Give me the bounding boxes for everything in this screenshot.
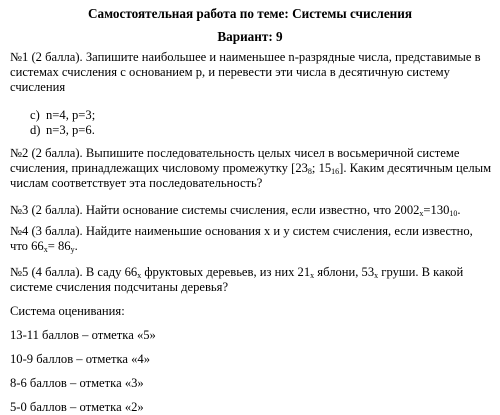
worksheet-title: Самостоятельная работа по теме: Системы счисления: [87, 6, 413, 21]
grading-line: 10-9 баллов – отметка «4»: [10, 352, 151, 366]
variant-label: Вариант: 9: [217, 29, 283, 44]
task-2-part: ; 15: [311, 161, 332, 175]
task-2-text: [10, 146, 492, 191]
grading-line: 5-0 баллов – отметка «2»: [10, 400, 144, 414]
base-subscript: 8: [307, 167, 312, 176]
task-3-part: №3 (2 балла). Найти основание системы счисления, если известно, что 2002: [10, 203, 420, 217]
base-subscript: y: [70, 245, 75, 254]
base-subscript: x: [43, 245, 48, 254]
base-subscript: x: [137, 271, 142, 280]
task-1-item-d: [30, 123, 95, 138]
task-4-part: №4 (3 балла). Найдите наименьшие основания x и у систем счисления, если известно, что 66: [10, 224, 473, 253]
task-5-part: яблони, 53: [314, 265, 375, 279]
task-4-part: .: [74, 239, 78, 253]
base-subscript: 16: [331, 167, 340, 176]
list-marker: c): [30, 108, 40, 122]
list-item-text: n=3, p=6.: [46, 123, 95, 137]
grading-line: 13-11 баллов – отметка «5»: [10, 328, 156, 342]
task-3-text: [10, 203, 492, 218]
task-5-text: [10, 265, 492, 295]
task-3-part: .: [457, 203, 461, 217]
task-5-part: №5 (4 балла). В саду 66: [10, 265, 138, 279]
task-3-part: =130: [423, 203, 450, 217]
base-subscript: x: [419, 209, 424, 218]
task-5-part: груши. В какой системе счисления подсчитаны деревья?: [10, 265, 464, 294]
task-4-text: [10, 224, 492, 254]
base-subscript: 10: [449, 209, 458, 218]
task-4-part: = 86: [47, 239, 71, 253]
grading-title: Система оценивания:: [10, 304, 125, 318]
task-1-item-c: [30, 108, 95, 123]
grading-line: 8-6 баллов – отметка «3»: [10, 376, 144, 390]
base-subscript: x: [310, 271, 315, 280]
task-2-part: №2 (2 балла). Выпишите последовательность целых чисел в восьмеричной системе счисления, принадлежащих числовому промежутку [23: [10, 146, 460, 175]
task-1-text: №1 (2 балла). Запишите наибольшее и наименьшее n-разрядные числа, представимые в системах счисления с основанием p, и перевести эти числа в десятичную систему счисления: [10, 50, 481, 94]
list-marker: d): [30, 123, 41, 137]
task-2-part: ]. Каким десятичным целым числам соответствует эта последовательность?: [10, 161, 492, 190]
base-subscript: x: [374, 271, 379, 280]
list-item-text: n=4, p=3;: [46, 108, 96, 122]
task-5-part: фруктовых деревьев, из них 21: [141, 265, 311, 279]
